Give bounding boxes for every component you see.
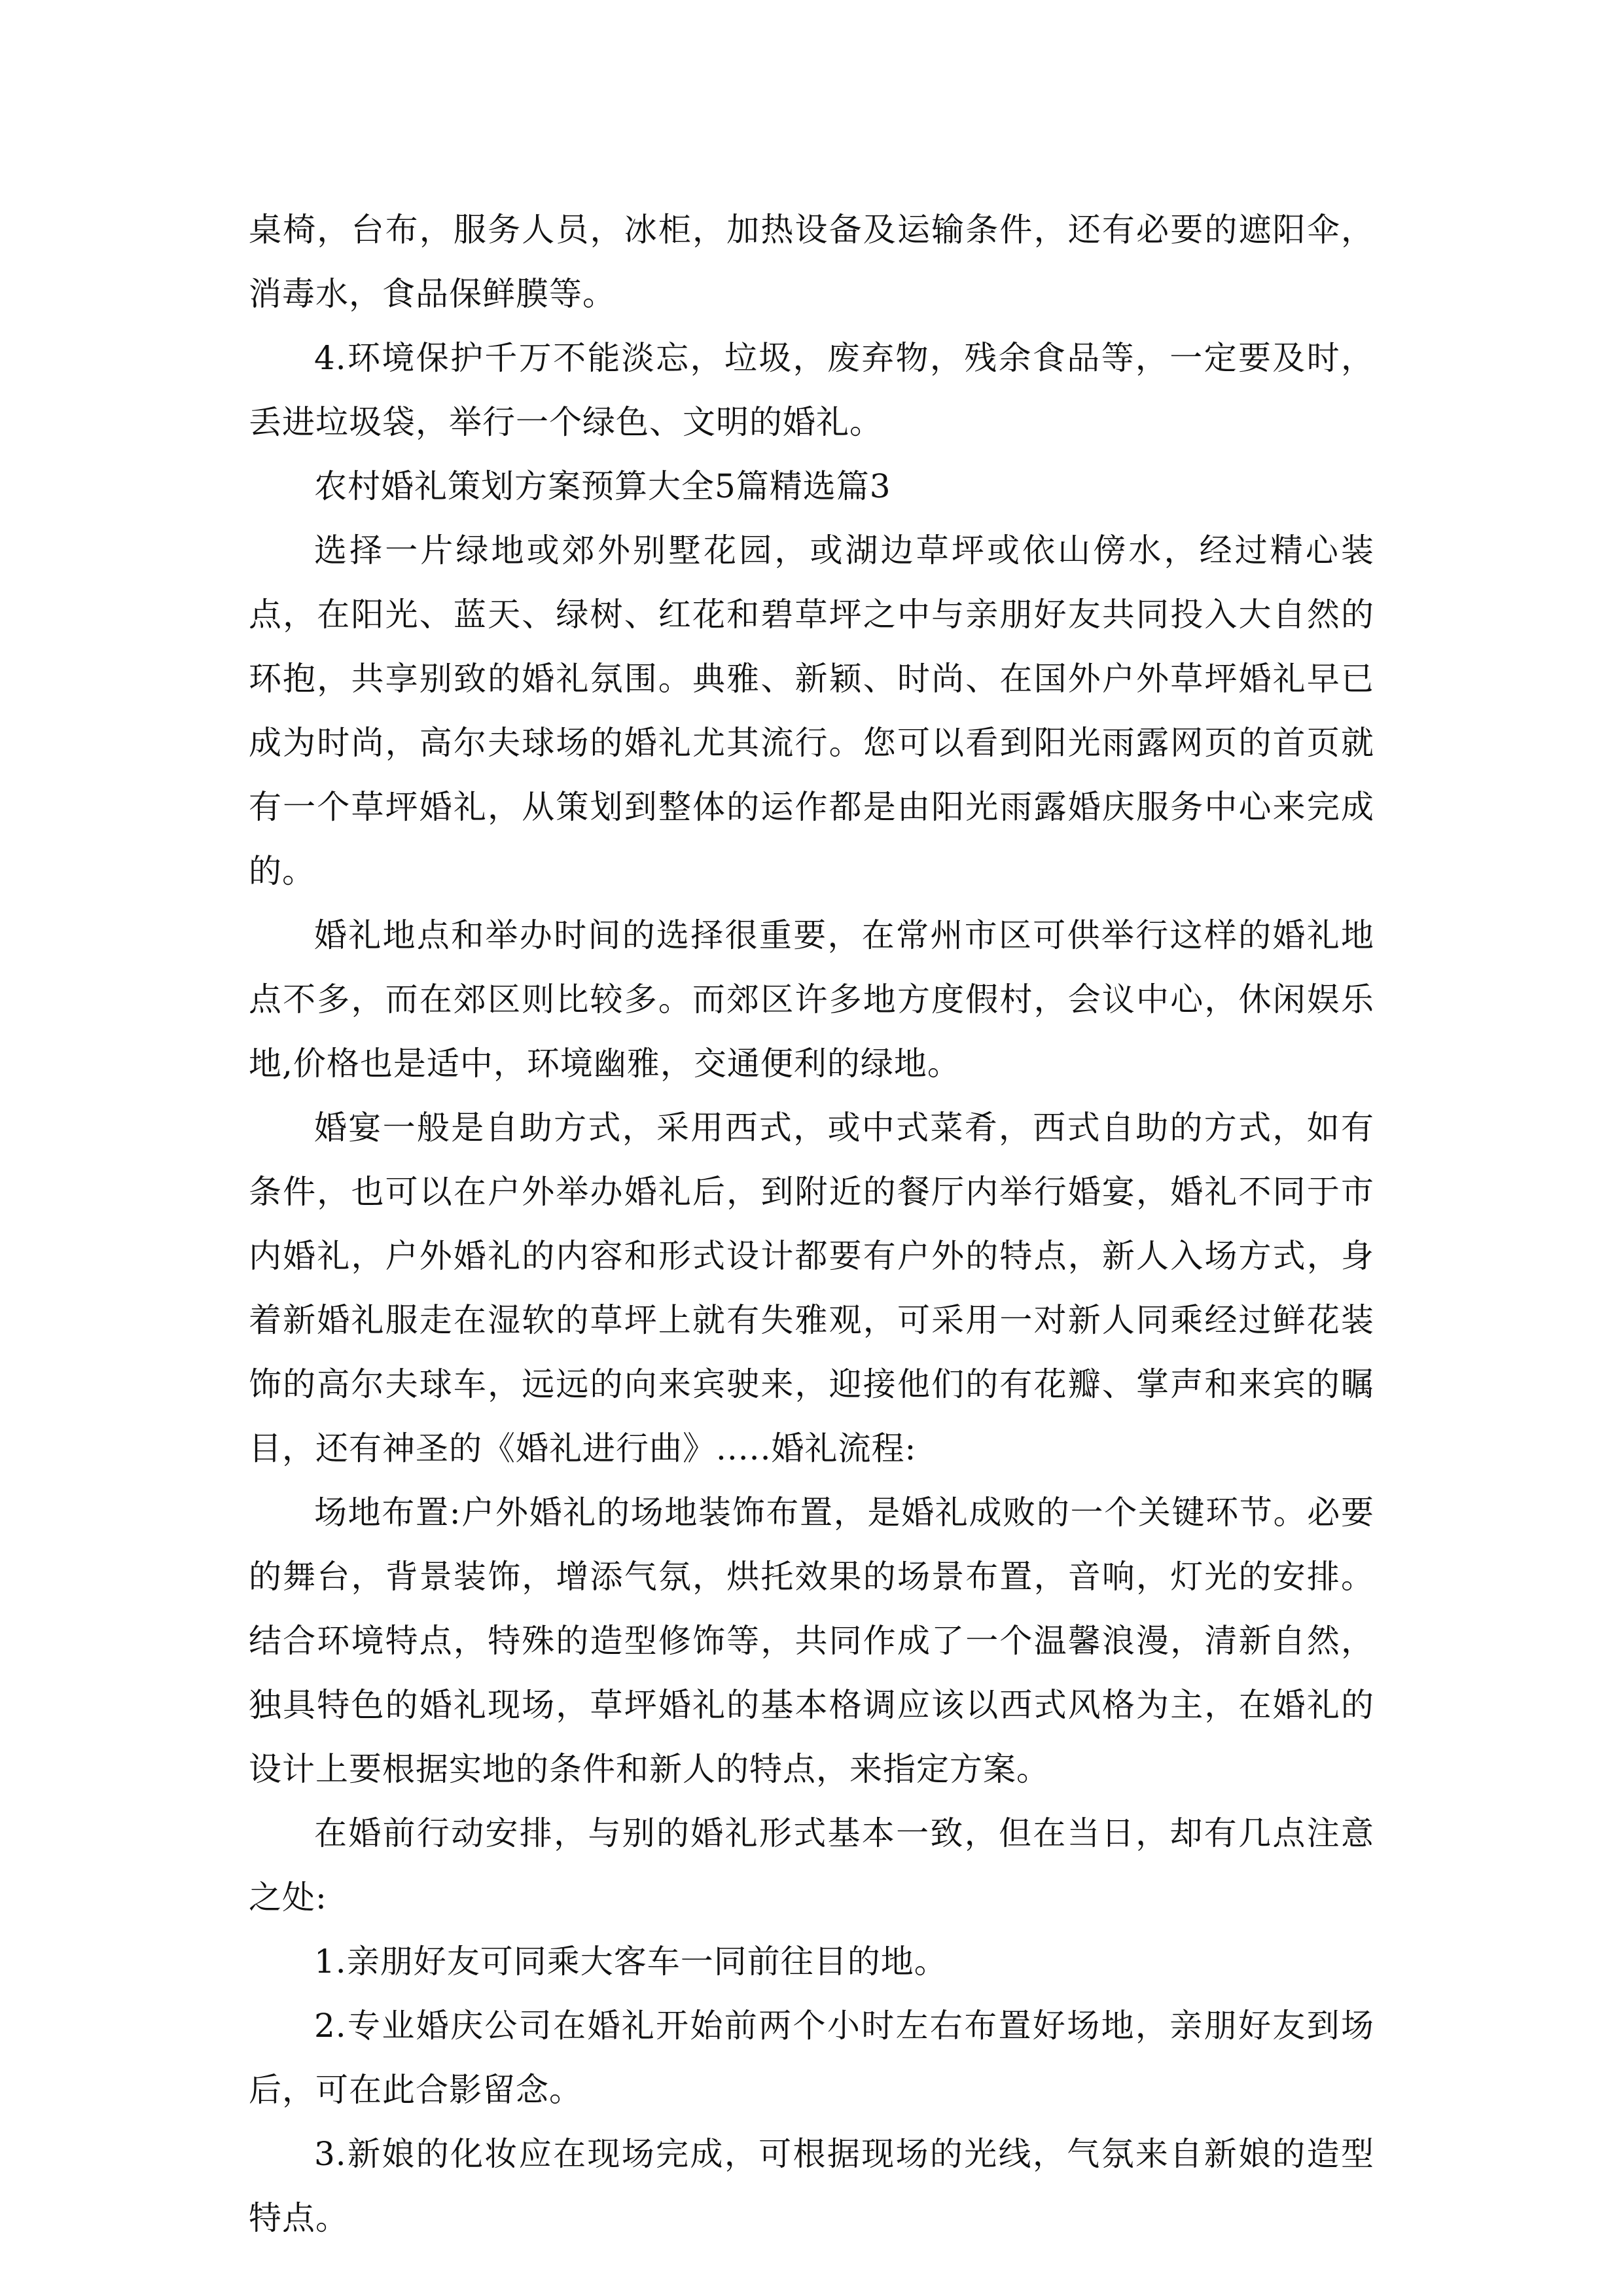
paragraph-continuation: 桌椅，台布，服务人员，冰柜，加热设备及运输条件，还有必要的遮阳伞，消毒水，食品保鲜膜等。 (249, 211, 1374, 313)
list-item-1: 1.亲朋好友可同乘大客车一同前往目的地。 (314, 1943, 948, 1981)
section-title: 农村婚礼策划方案预算大全5篇精选篇3 (314, 467, 891, 505)
paragraph-item-4: 4.环境保护千万不能淡忘，垃圾，废弃物，残余食品等，一定要及时，丢进垃圾袋，举行一个绿色、文明的婚礼。 (249, 339, 1374, 441)
paragraph-intro: 选择一片绿地或郊外别墅花园，或湖边草坪或依山傍水，经过精心装点，在阳光、蓝天、绿树、红花和碧草坪之中与亲朋好友共同投入大自然的环抱，共享别致的婚礼氛围。典雅、新颖、时尚、在国外户外草坪婚礼早已成为时尚，高尔夫球场的婚礼尤其流行。您可以看到阳光雨露网页的首页就有一个草坪婚礼，从策划到整体的运作都是由阳光雨露婚庆服务中心来完成的。 (249, 531, 1374, 890)
paragraph-banquet: 婚宴一般是自助方式，采用西式，或中式菜肴，西式自助的方式，如有条件，也可以在户外举办婚礼后，到附近的餐厅内举行婚宴，婚礼不同于市内婚礼，户外婚礼的内容和形式设计都要有户外的特点，新人入场方式，身着新婚礼服走在湿软的草坪上就有失雅观，可采用一对新人同乘经过鲜花装饰的高尔夫球车，远远的向来宾驶来，迎接他们的有花瓣、掌声和来宾的瞩目，还有神圣的《婚礼进行曲》.....婚礼流程: (249, 1109, 1374, 1467)
list-item-3: 3.新娘的化妆应在现场完成，可根据现场的光线，气氛来自新娘的造型特点。 (249, 2135, 1374, 2237)
list-item-2: 2.专业婚庆公司在婚礼开始前两个小时左右布置好场地，亲朋好友到场后，可在此合影留念。 (249, 2007, 1374, 2109)
document-page (249, 198, 1374, 2250)
paragraph-venue-setup: 场地布置:户外婚礼的场地装饰布置，是婚礼成败的一个关键环节。必要的舞台，背景装饰，增添气氛，烘托效果的场景布置，音响，灯光的安排。结合环境特点，特殊的造型修饰等，共同作成了一个温馨浪漫，清新自然，独具特色的婚礼现场，草坪婚礼的基本格调应该以西式风格为主，在婚礼的设计上要根据实地的条件和新人的特点，来指定方案。 (249, 1494, 1374, 1788)
paragraph-location: 婚礼地点和举办时间的选择很重要，在常州市区可供举行这样的婚礼地点不多，而在郊区则比较多。而郊区许多地方度假村，会议中心，休闲娱乐地,价格也是适中，环境幽雅，交通便利的绿地。 (249, 916, 1374, 1083)
paragraph-schedule: 在婚前行动安排，与别的婚礼形式基本一致，但在当日，却有几点注意之处: (249, 1814, 1374, 1916)
